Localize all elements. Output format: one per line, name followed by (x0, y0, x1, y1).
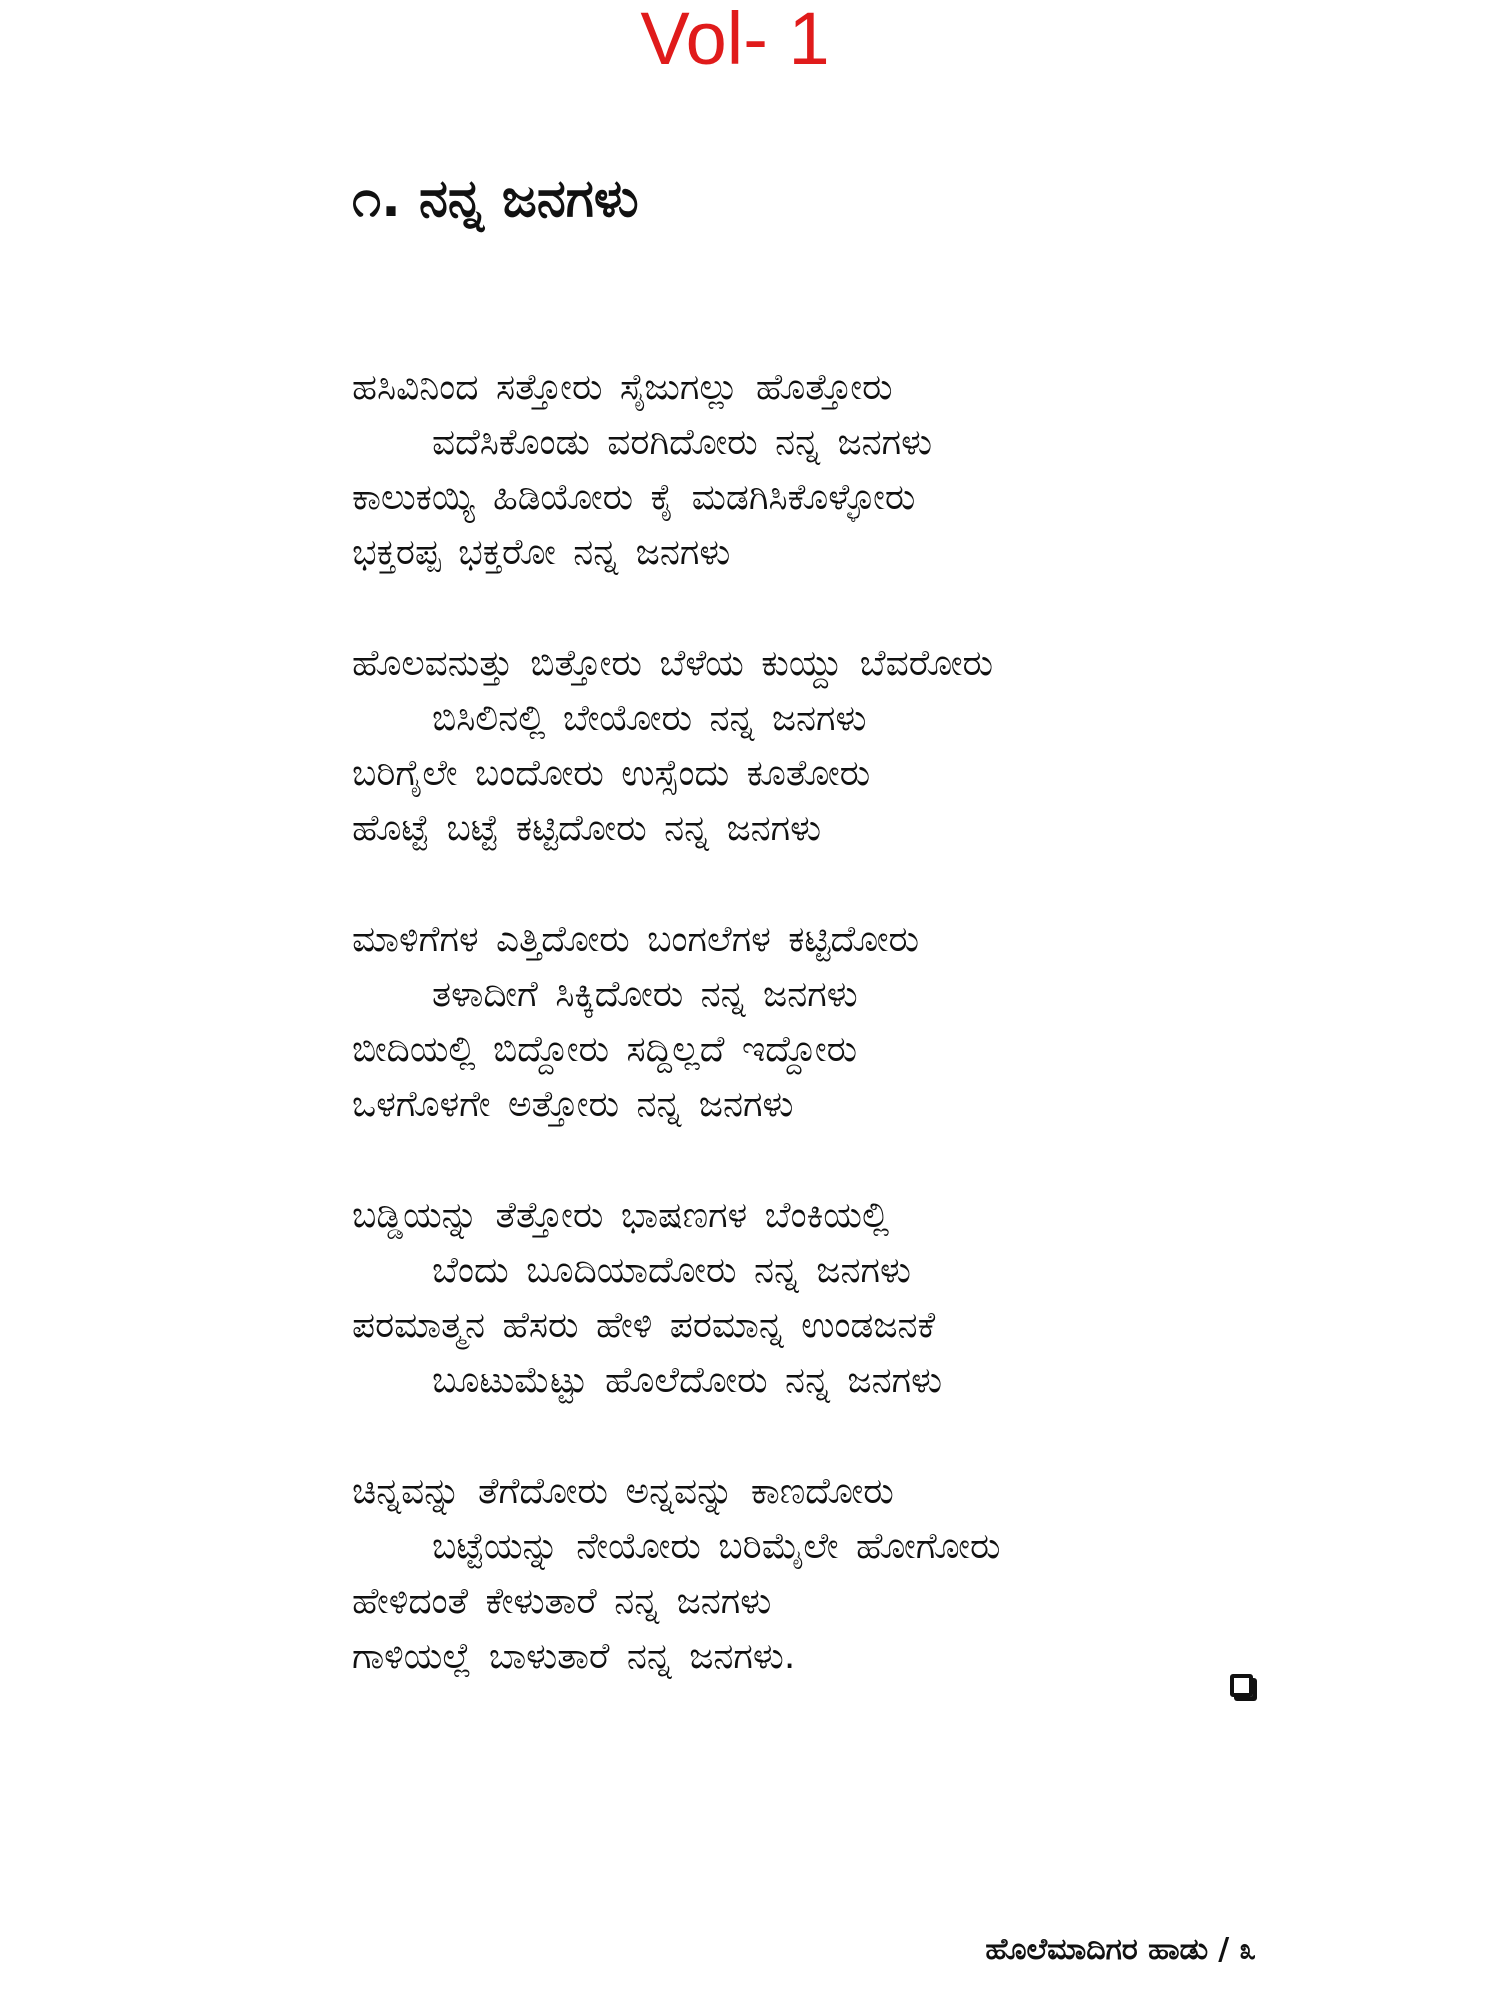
poem-line: ಕಾಲುಕಯ್ಯಿ ಹಿಡಿಯೋರು ಕೈ ಮಡಗಿಸಿಕೊಳ್ಳೋರು (352, 477, 916, 518)
footer-book-title: ಹೊಲೆಮಾದಿಗರ ಹಾಡು (985, 1932, 1209, 1967)
stanza-2 (352, 636, 1352, 856)
poem-line: ಬೆಂದು ಬೂದಿಯಾದೋರು ನನ್ನ ಜನಗಳು (432, 1250, 911, 1291)
poem-line: ತಳಾದೀಗೆ ಸಿಕ್ಕಿದೋರು ನನ್ನ ಜನಗಳು (432, 974, 858, 1015)
poem-title: ೧. ನನ್ನ ಜನಗಳು (352, 169, 639, 229)
stanza-1 (352, 360, 1352, 580)
poem-line: ಬರಿಗೈಲೇ ಬಂದೋರು ಉಸ್ಸೆಂದು ಕೂತೋರು (352, 753, 871, 794)
poem-line: ಚಿನ್ನವನ್ನು ತೆಗೆದೋರು ಅನ್ನವನ್ನು ಕಾಣದೋರು (352, 1471, 894, 1512)
poem-line: ಮಾಳಿಗೆಗಳ ಎತ್ತಿದೋರು ಬಂಗಲೆಗಳ ಕಟ್ಟಿದೋರು (352, 919, 920, 960)
poem-line: ಬಿಸಿಲಿನಲ್ಲಿ ಬೇಯೋರು ನನ್ನ ಜನಗಳು (432, 698, 867, 739)
poem-line: ಹೊಟ್ಟೆ ಬಟ್ಟೆ ಕಟ್ಟಿದೋರು ನನ್ನ ಜನಗಳು (352, 808, 822, 849)
poem-line: ಬಡ್ಡಿಯನ್ನು ತೆತ್ತೋರು ಭಾಷಣಗಳ ಬೆಂಕಿಯಲ್ಲಿ (352, 1195, 890, 1236)
poem-line: ಹಸಿವಿನಿಂದ ಸತ್ತೋರು ಸೈಜುಗಲ್ಲು ಹೊತ್ತೋರು (352, 367, 893, 408)
volume-label: Vol- 1 (640, 0, 830, 80)
footer-separator: / (1218, 1932, 1230, 1967)
poem-line: ಬೀದಿಯಲ್ಲಿ ಬಿದ್ದೋರು ಸದ್ದಿಲ್ಲದೆ ಇದ್ದೋರು (352, 1029, 858, 1070)
poem-line: ಹೊಲವನುತ್ತು ಬಿತ್ತೋರು ಬೆಳೆಯ ಕುಯ್ದು ಬೆವರೋರು (352, 643, 994, 684)
end-of-poem-square-icon (1230, 1674, 1253, 1697)
poem-line: ಹೇಳಿದಂತೆ ಕೇಳುತಾರೆ ನನ್ನ ಜನಗಳು (352, 1581, 772, 1622)
poem-line: ಗಾಳಿಯಲ್ಲೆ ಬಾಳುತಾರೆ ನನ್ನ ಜನಗಳು. (352, 1636, 796, 1677)
page-footer (985, 1932, 1256, 1968)
poem-line: ಬೂಟುಮೆಟ್ಟು ಹೊಲೆದೋರು ನನ್ನ ಜನಗಳು (432, 1360, 943, 1401)
poem-line: ಭಕ್ತರಪ್ಪ ಭಕ್ತರೋ ನನ್ನ ಜನಗಳು (352, 532, 731, 573)
poem-line: ಬಟ್ಟೆಯನ್ನು ನೇಯೋರು ಬರಿಮೈಲೇ ಹೋಗೋರು (432, 1526, 1001, 1567)
poem-line: ಒಳಗೊಳಗೇ ಅತ್ತೋರು ನನ್ನ ಜನಗಳು (352, 1084, 794, 1125)
footer-page-number: ೩ (1239, 1932, 1256, 1967)
stanza-3 (352, 912, 1352, 1132)
stanza-4 (352, 1188, 1352, 1408)
stanza-5 (352, 1464, 1352, 1684)
poem-line: ವದೆಸಿಕೊಂಡು ವರಗಿದೋರು ನನ್ನ ಜನಗಳು (432, 422, 933, 463)
poem-line: ಪರಮಾತ್ಮನ ಹೆಸರು ಹೇಳಿ ಪರಮಾನ್ನ ಉಂಡಜನಕೆ (352, 1305, 936, 1346)
